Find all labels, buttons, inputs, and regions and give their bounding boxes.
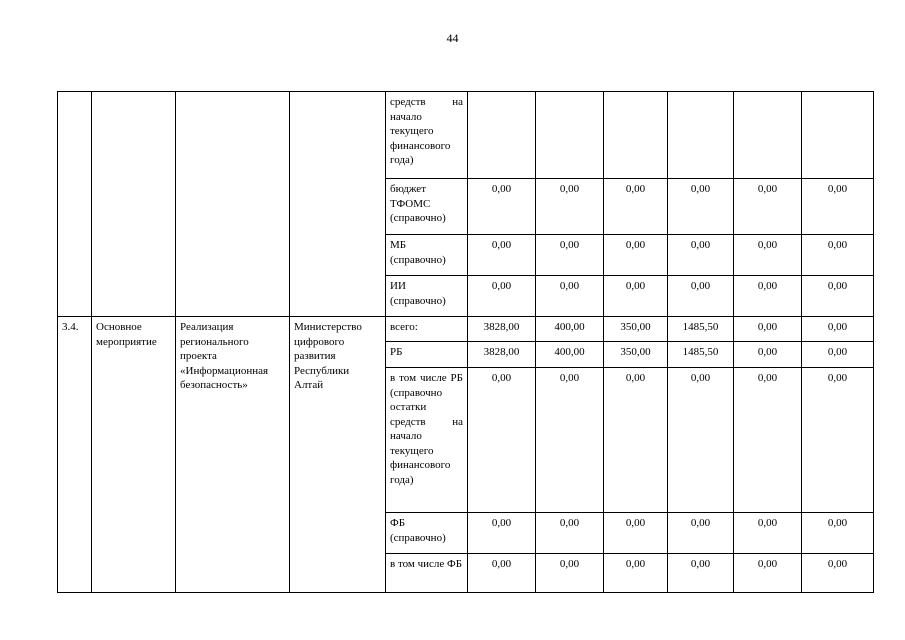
funding-source-cell: средств на начало текущего финансового года) <box>386 92 468 179</box>
value-cell: 0,00 <box>536 235 604 276</box>
table-row <box>58 235 874 276</box>
value-cell: 0,00 <box>802 554 874 593</box>
value-cell: 0,00 <box>604 235 668 276</box>
funding-source-cell: РБ <box>386 342 468 368</box>
value-cell: 350,00 <box>604 317 668 342</box>
value-cell: 0,00 <box>604 513 668 554</box>
funding-table <box>57 91 874 593</box>
table-row <box>58 92 874 179</box>
table-row <box>58 276 874 317</box>
value-cell: 0,00 <box>734 342 802 368</box>
value-cell: 0,00 <box>604 276 668 317</box>
value-cell <box>604 92 668 179</box>
value-cell: 0,00 <box>802 368 874 513</box>
value-cell <box>536 92 604 179</box>
value-cell: 350,00 <box>604 342 668 368</box>
value-cell: 0,00 <box>802 317 874 342</box>
item-executor: Министерство цифрового развития Республики Алтай <box>290 317 386 593</box>
value-cell <box>668 92 734 179</box>
table-row <box>58 179 874 235</box>
value-cell: 0,00 <box>468 368 536 513</box>
value-cell: 0,00 <box>734 235 802 276</box>
value-cell: 0,00 <box>802 276 874 317</box>
funding-source-cell: МБ (справочно) <box>386 235 468 276</box>
value-cell: 0,00 <box>802 513 874 554</box>
item-type: Основное мероприятие <box>92 317 176 593</box>
value-cell: 0,00 <box>734 368 802 513</box>
value-cell: 0,00 <box>734 554 802 593</box>
value-cell: 0,00 <box>536 513 604 554</box>
funding-source-cell: ФБ (справочно) <box>386 513 468 554</box>
value-cell: 0,00 <box>536 276 604 317</box>
value-cell: 3828,00 <box>468 317 536 342</box>
value-cell: 0,00 <box>734 276 802 317</box>
value-cell: 0,00 <box>668 235 734 276</box>
value-cell <box>802 92 874 179</box>
value-cell: 400,00 <box>536 317 604 342</box>
funding-source-cell: ИИ (справочно) <box>386 276 468 317</box>
value-cell: 0,00 <box>468 554 536 593</box>
value-cell: 0,00 <box>468 513 536 554</box>
value-cell: 0,00 <box>668 554 734 593</box>
funding-source-cell: бюджет ТФОМС (справочно) <box>386 179 468 235</box>
value-cell: 0,00 <box>668 276 734 317</box>
page-number: 44 <box>446 31 459 45</box>
value-cell: 0,00 <box>604 368 668 513</box>
value-cell: 0,00 <box>734 317 802 342</box>
value-cell: 0,00 <box>734 179 802 235</box>
value-cell: 1485,50 <box>668 342 734 368</box>
value-cell: 0,00 <box>604 554 668 593</box>
value-cell: 0,00 <box>802 342 874 368</box>
value-cell: 0,00 <box>604 179 668 235</box>
value-cell: 0,00 <box>536 554 604 593</box>
funding-source-cell: всего: <box>386 317 468 342</box>
value-cell: 0,00 <box>802 235 874 276</box>
value-cell: 400,00 <box>536 342 604 368</box>
value-cell: 0,00 <box>802 179 874 235</box>
item-name: Реализация регионального проекта «Информационная безопасность» <box>176 317 290 593</box>
table-row <box>58 317 874 342</box>
value-cell: 0,00 <box>468 235 536 276</box>
value-cell: 0,00 <box>536 179 604 235</box>
value-cell: 0,00 <box>536 368 604 513</box>
value-cell: 0,00 <box>668 368 734 513</box>
value-cell: 3828,00 <box>468 342 536 368</box>
item-number: 3.4. <box>58 317 92 593</box>
value-cell: 0,00 <box>734 513 802 554</box>
value-cell: 1485,50 <box>668 317 734 342</box>
value-cell: 0,00 <box>668 179 734 235</box>
value-cell: 0,00 <box>668 513 734 554</box>
value-cell: 0,00 <box>468 276 536 317</box>
funding-source-cell: в том числе ФБ <box>386 554 468 593</box>
value-cell <box>734 92 802 179</box>
value-cell: 0,00 <box>468 179 536 235</box>
value-cell <box>468 92 536 179</box>
funding-source-cell: в том числе РБ (справочно остатки средств на начало текущего финансового года) <box>386 368 468 513</box>
